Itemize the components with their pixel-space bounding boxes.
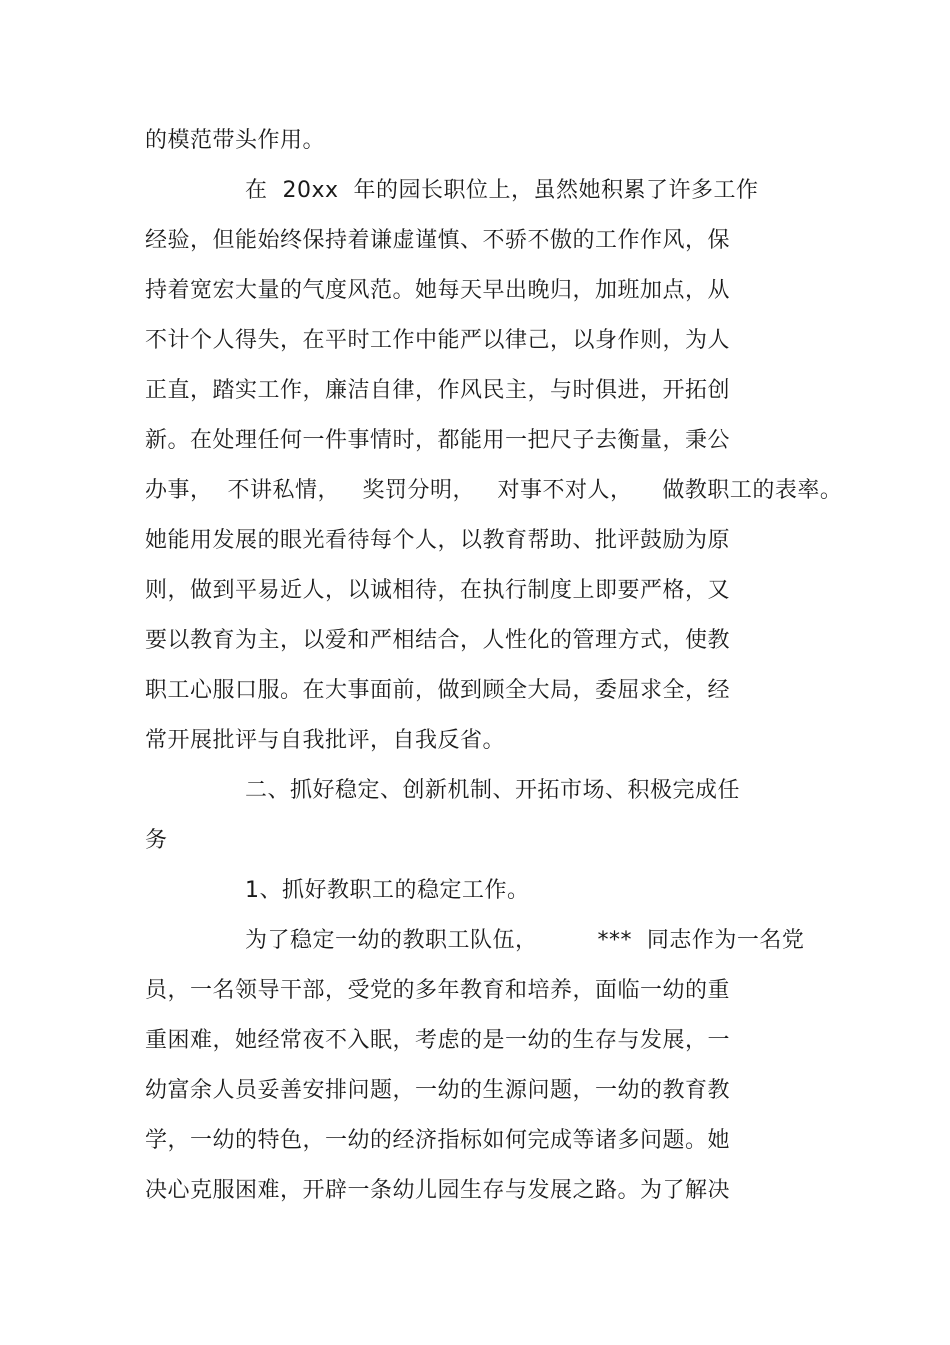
subsection-heading: 1、抓好教职工的稳定工作。 bbox=[245, 878, 530, 903]
text-line: 职工心服口服。在大事面前，做到顾全大局，委屈求全，经 bbox=[145, 678, 731, 703]
text-line: 经验，但能始终保持着谦虚谨慎、不骄不傲的工作作风，保 bbox=[145, 228, 731, 253]
section-heading: 二、抓好稳定、创新机制、开拓市场、积极完成任 bbox=[245, 778, 741, 803]
text-line: 幼富余人员妥善安排问题，一幼的生源问题，一幼的教育教 bbox=[145, 1078, 731, 1103]
text-line: 新。在处理任何一件事情时，都能用一把尺子去衡量，秉公 bbox=[145, 428, 731, 453]
text-line: 在 20xx 年的园长职位上，虽然她积累了许多工作 bbox=[245, 178, 759, 203]
text-line: 决心克服困难，开辟一条幼儿园生存与发展之路。为了解决 bbox=[145, 1178, 731, 1203]
text-line: 则，做到平易近人，以诚相待，在执行制度上即要严格，又 bbox=[145, 578, 731, 603]
text-line: 她能用发展的眼光看待每个人，以教育帮助、批评鼓励为原 bbox=[145, 528, 731, 553]
text-line: 常开展批评与自我批评，自我反省。 bbox=[145, 728, 506, 753]
text-line: 正直，踏实工作，廉洁自律，作风民主，与时俱进，开拓创 bbox=[145, 378, 731, 403]
text-line: 要以教育为主，以爱和严相结合，人性化的管理方式，使教 bbox=[145, 628, 731, 653]
text-line: 员，一名领导干部，受党的多年教育和培养，面临一幼的重 bbox=[145, 978, 731, 1003]
section-heading-continued: 务 bbox=[145, 828, 168, 853]
text-line: 的模范带头作用。 bbox=[145, 128, 326, 153]
text-line: 持着宽宏大量的气度风范。她每天早出晚归，加班加点，从 bbox=[145, 278, 731, 303]
text-line: 办事， 不讲私情， 奖罚分明， 对事不对人， 做教职工的表率。 bbox=[145, 478, 843, 503]
text-line: 学，一幼的特色，一幼的经济指标如何完成等诸多问题。她 bbox=[145, 1128, 731, 1153]
text-line: 不计个人得失，在平时工作中能严以律己，以身作则，为人 bbox=[145, 328, 731, 353]
text-line: 为了稳定一幼的教职工队伍， *** 同志作为一名党 bbox=[245, 928, 805, 953]
text-line: 重困难，她经常夜不入眠，考虑的是一幼的生存与发展，一 bbox=[145, 1028, 731, 1053]
